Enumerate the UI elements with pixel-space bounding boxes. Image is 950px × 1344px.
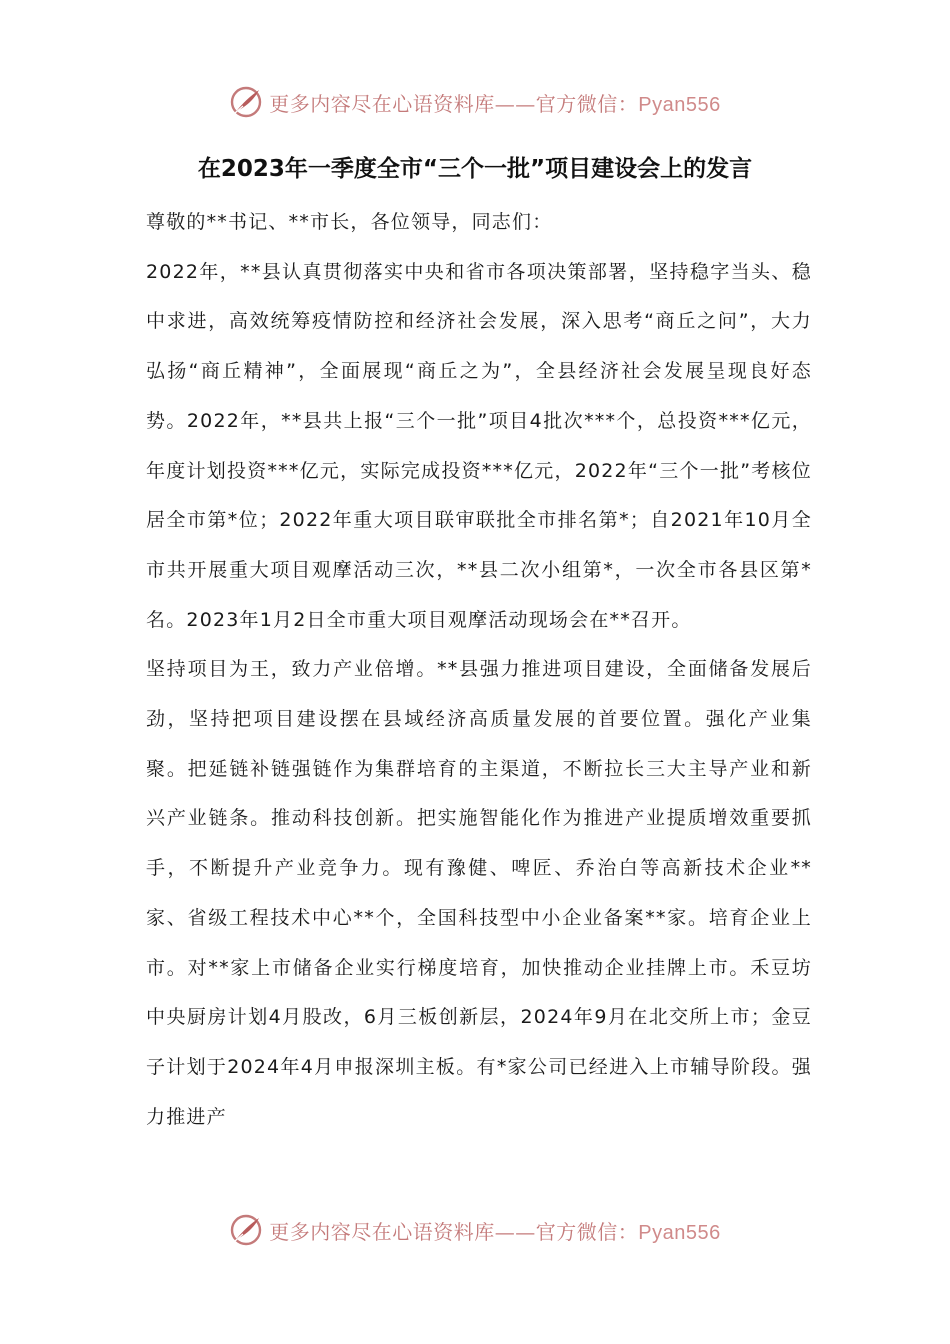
document-title: 在2023年一季度全市“三个一批”项目建设会上的发言: [197, 156, 753, 182]
watermark-text: [269, 88, 720, 117]
watermark-wechat-id: Pyan556: [638, 93, 721, 116]
watermark-text: [269, 1216, 720, 1245]
header-watermark: [0, 82, 950, 122]
salutation-paragraph: 尊敬的**书记、**市长，各位领导，同志们：: [146, 211, 553, 233]
watermark-slogan: 更多内容尽在心语资料库——官方微信：: [269, 91, 639, 116]
document-body: [146, 198, 812, 1142]
footer-watermark: [0, 1210, 950, 1250]
body-paragraph-projects: 坚持项目为王，致力产业倍增。**县强力推进项目建设，全面储备发展后劲，坚持把项目建设摆在县域经济高质量发展的首要位置。强化产业集聚。把延链补链强链作为集群培育的主渠道，不断拉长三大主导产业和新兴产业链条。推动科技创新。把实施智能化作为推进产业提质增效重要抓手，不断提升产业竞争力。现有豫健、啤匠、乔治白等高新技术企业**家、省级工程技术中心**个，全国科技型中小企业备案**家。培育企业上市。对**家上市储备企业实行梯度培育，加快推动企业挂牌上市。禾豆坊中央厨房计划4月股改，6月三板创新层，2024年9月在北交所上市；金豆子计划于2024年4月申报深圳主板。有*家公司已经进入上市辅导阶段。强力推进产: [146, 658, 812, 1128]
watermark-wechat-id: Pyan556: [638, 1221, 721, 1244]
quill-logo-icon: [229, 85, 263, 119]
body-paragraph-overview: 2022年，**县认真贯彻落实中央和省市各项决策部署，坚持稳字当头、稳中求进，高效统筹疫情防控和经济社会发展，深入思考“商丘之问”，大力弘扬“商丘精神”，全面展现“商丘之为”，全县经济社会发展呈现良好态势。2022年，**县共上报“三个一批”项目4批次***个，总投资***亿元，年度计划投资***亿元，实际完成投资***亿元，2022年“三个一批”考核位居全市第*位；2022年重大项目联审联批全市排名第*；自2021年10月全市共开展重大项目观摩活动三次，**县二次小组第*，一次全市各县区第*名。2023年1月2日全市重大项目观摩活动现场会在**召开。: [146, 260, 812, 631]
quill-logo-icon: [229, 1213, 263, 1247]
watermark-slogan: 更多内容尽在心语资料库——官方微信：: [269, 1219, 639, 1244]
